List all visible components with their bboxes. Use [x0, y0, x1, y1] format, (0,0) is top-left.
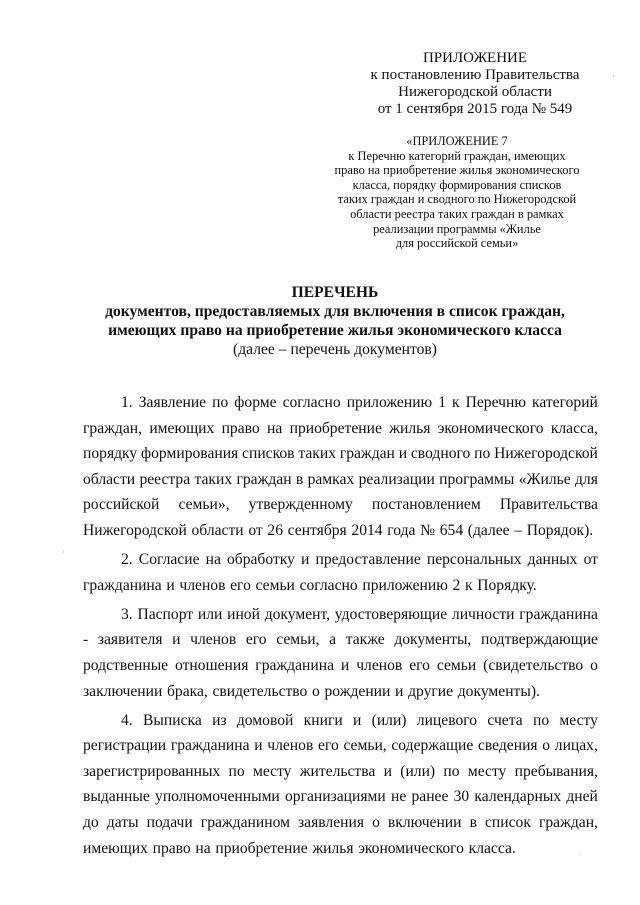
reference-line: «ПРИЛОЖЕНИЕ 7 — [406, 134, 508, 148]
paragraph-line: зарегистрированных по месту жительства и (или) по месту пребывания, — [83, 762, 598, 780]
paragraph-2 — [83, 547, 598, 598]
title-note: (далее – перечень документов) — [233, 341, 437, 358]
reference-line: класса, порядку формирования списков — [352, 177, 562, 192]
paragraph-line: имеющих право на приобретение жилья экономического класса. — [83, 839, 516, 857]
paragraph-line: родственные отношения гражданина и членов его семьи (свидетельство о — [83, 656, 598, 674]
paragraph-line: 1. Заявление по форме согласно приложению 1 к Перечню категорий — [121, 394, 598, 411]
paragraph-4 — [83, 708, 598, 862]
reference-line: для российской семьи» — [395, 236, 519, 251]
document-title — [60, 283, 610, 359]
appendix-header — [340, 50, 610, 118]
paragraph-line: порядку формирования списков таких граждан и сводного по Нижегородской — [83, 445, 598, 463]
paragraph-line: заключении брака, свидетельство о рождении и другие документы). — [83, 682, 540, 700]
reference-line: области реестра таких граждан в рамках — [350, 206, 564, 221]
paragraph-line: регистрации гражданина и членов его семьи, содержащие сведения о лицах, — [83, 737, 598, 755]
scan-mark: · — [612, 72, 615, 81]
appendix-line: к постановлению Правительства — [370, 67, 580, 83]
scan-mark: · — [578, 850, 581, 859]
reference-line: реализации программы «Жилье — [373, 221, 541, 236]
title-heading: ПЕРЕЧЕНЬ — [291, 284, 379, 301]
paragraph-line: до даты подачи гражданином заявления о включении в список граждан, — [83, 814, 598, 831]
paragraph-line: 3. Паспорт или иной документ, удостоверяющие личности гражданина — [121, 605, 598, 623]
appendix-line: ПРИЛОЖЕНИЕ — [422, 50, 528, 66]
paragraph-line: 2. Согласие на обработку и предоставление персональных данных от — [121, 551, 598, 569]
reference-line: таких граждан и сводного по Нижегородской — [337, 192, 577, 207]
paragraph-1 — [83, 390, 598, 544]
appendix-line: от 1 сентября 2015 года № 549 — [377, 101, 573, 117]
paragraph-line: - заявителя и членов его семьи, а также документы, подтверждающие — [83, 631, 598, 649]
paragraph-3 — [83, 602, 598, 704]
paragraph-line: российской семьи», утвержденному постановлением Правительства — [83, 496, 598, 514]
document-body — [83, 390, 598, 861]
title-line: документов, предоставляемых для включения в список граждан, — [105, 303, 565, 320]
appendix-line: Нижегородской области — [398, 84, 552, 100]
reference-line: к Перечню категорий граждан, имеющих — [348, 148, 566, 163]
paragraph-line: гражданина и членов его семьи согласно приложению 2 к Порядку. — [83, 576, 537, 594]
paragraph-line: области реестра таких граждан в рамках реализации программы «Жилье для — [83, 470, 598, 488]
paragraph-line: граждан, имеющих право на приобретение жилья экономического класса, — [83, 419, 598, 437]
title-line: имеющих право на приобретение жилья экономического класса — [108, 322, 562, 339]
reference-line: право на приобретение жилья экономического — [334, 163, 580, 178]
paragraph-line: Нижегородской области от 26 сентября 2014 года № 654 (далее – Порядок). — [83, 521, 594, 539]
paragraph-line: 4. Выписка из домовой книги и (или) лицевого счета по месту — [121, 711, 598, 729]
paragraph-line: выданные уполномоченными организациями не ранее 30 календарных дней — [83, 788, 598, 806]
reference-block — [312, 134, 602, 251]
scan-mark: · — [62, 548, 65, 557]
